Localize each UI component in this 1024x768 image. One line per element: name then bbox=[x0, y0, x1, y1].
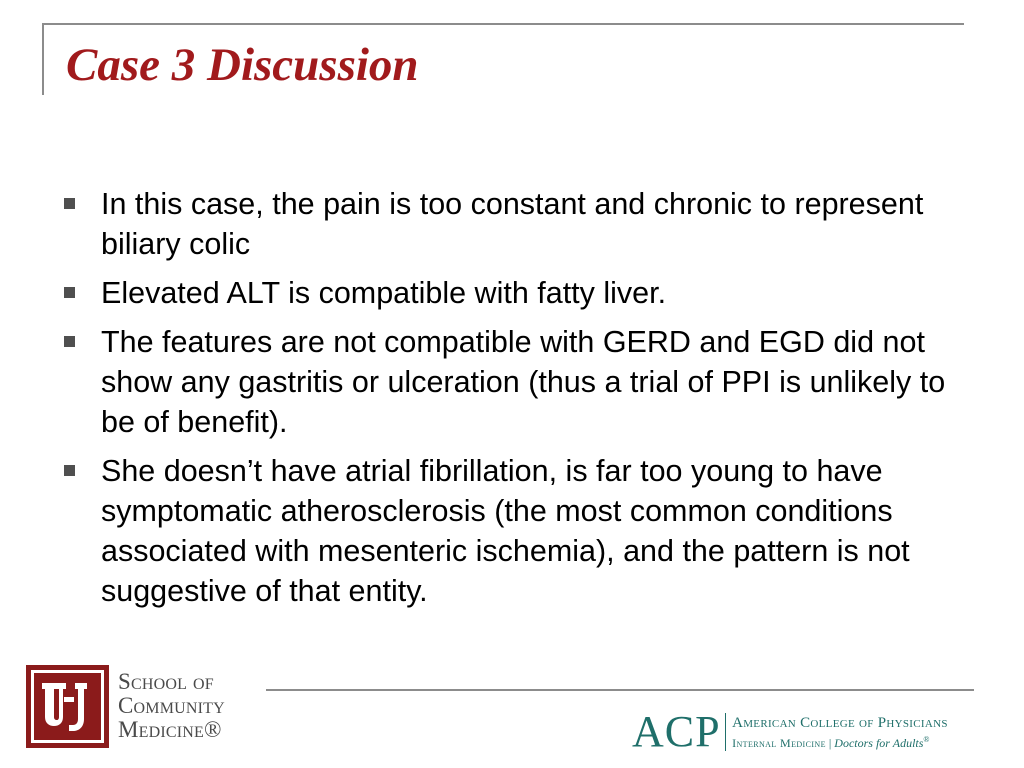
acp-doctors-for-adults: Doctors for Adults bbox=[834, 735, 924, 750]
bullet-item bbox=[64, 184, 984, 264]
acp-name: American College of Physicians bbox=[732, 714, 948, 731]
square-bullet-icon bbox=[64, 465, 75, 476]
acp-logo bbox=[632, 708, 948, 756]
bullet-text: She doesn’t have atrial fibrillation, is far too young to have symptomatic atherosclerosis (the most common conditions associated with mesenteric ischemia), and the pattern is not suggestive of that entity. bbox=[101, 454, 910, 608]
school-of-community-medicine-logo bbox=[118, 670, 264, 748]
acp-separator: | bbox=[828, 735, 832, 750]
bullet-text: In this case, the pain is too constant and chronic to represent biliary colic bbox=[101, 187, 924, 261]
registered-mark: ® bbox=[923, 734, 930, 744]
ou-monogram-icon bbox=[34, 673, 101, 740]
left-frame-line bbox=[42, 23, 44, 95]
acp-internal-medicine: Internal Medicine bbox=[732, 735, 826, 750]
square-bullet-icon bbox=[64, 198, 75, 209]
school-logo-line: Medicine® bbox=[118, 717, 222, 742]
bullet-list bbox=[64, 184, 984, 620]
acp-divider bbox=[725, 713, 727, 751]
acp-subline bbox=[732, 732, 948, 751]
top-frame-line bbox=[42, 23, 964, 25]
bullet-text: The features are not compatible with GERD and EGD did not show any gastritis or ulceration (thus a trial of PPI is unlikely to be of benefit). bbox=[101, 325, 946, 439]
bullet-item bbox=[64, 273, 984, 313]
square-bullet-icon bbox=[64, 336, 75, 347]
school-logo-line: School of bbox=[118, 669, 214, 694]
slide-title: Case 3 Discussion bbox=[66, 39, 419, 91]
bullet-text: Elevated ALT is compatible with fatty liver. bbox=[101, 276, 667, 310]
acp-mark: ACP bbox=[632, 707, 721, 756]
bullet-item bbox=[64, 451, 984, 611]
school-logo-line: Community bbox=[118, 693, 225, 718]
square-bullet-icon bbox=[64, 287, 75, 298]
bullet-item bbox=[64, 322, 984, 442]
footer-rule bbox=[266, 689, 974, 691]
ou-logo-icon bbox=[26, 665, 109, 748]
